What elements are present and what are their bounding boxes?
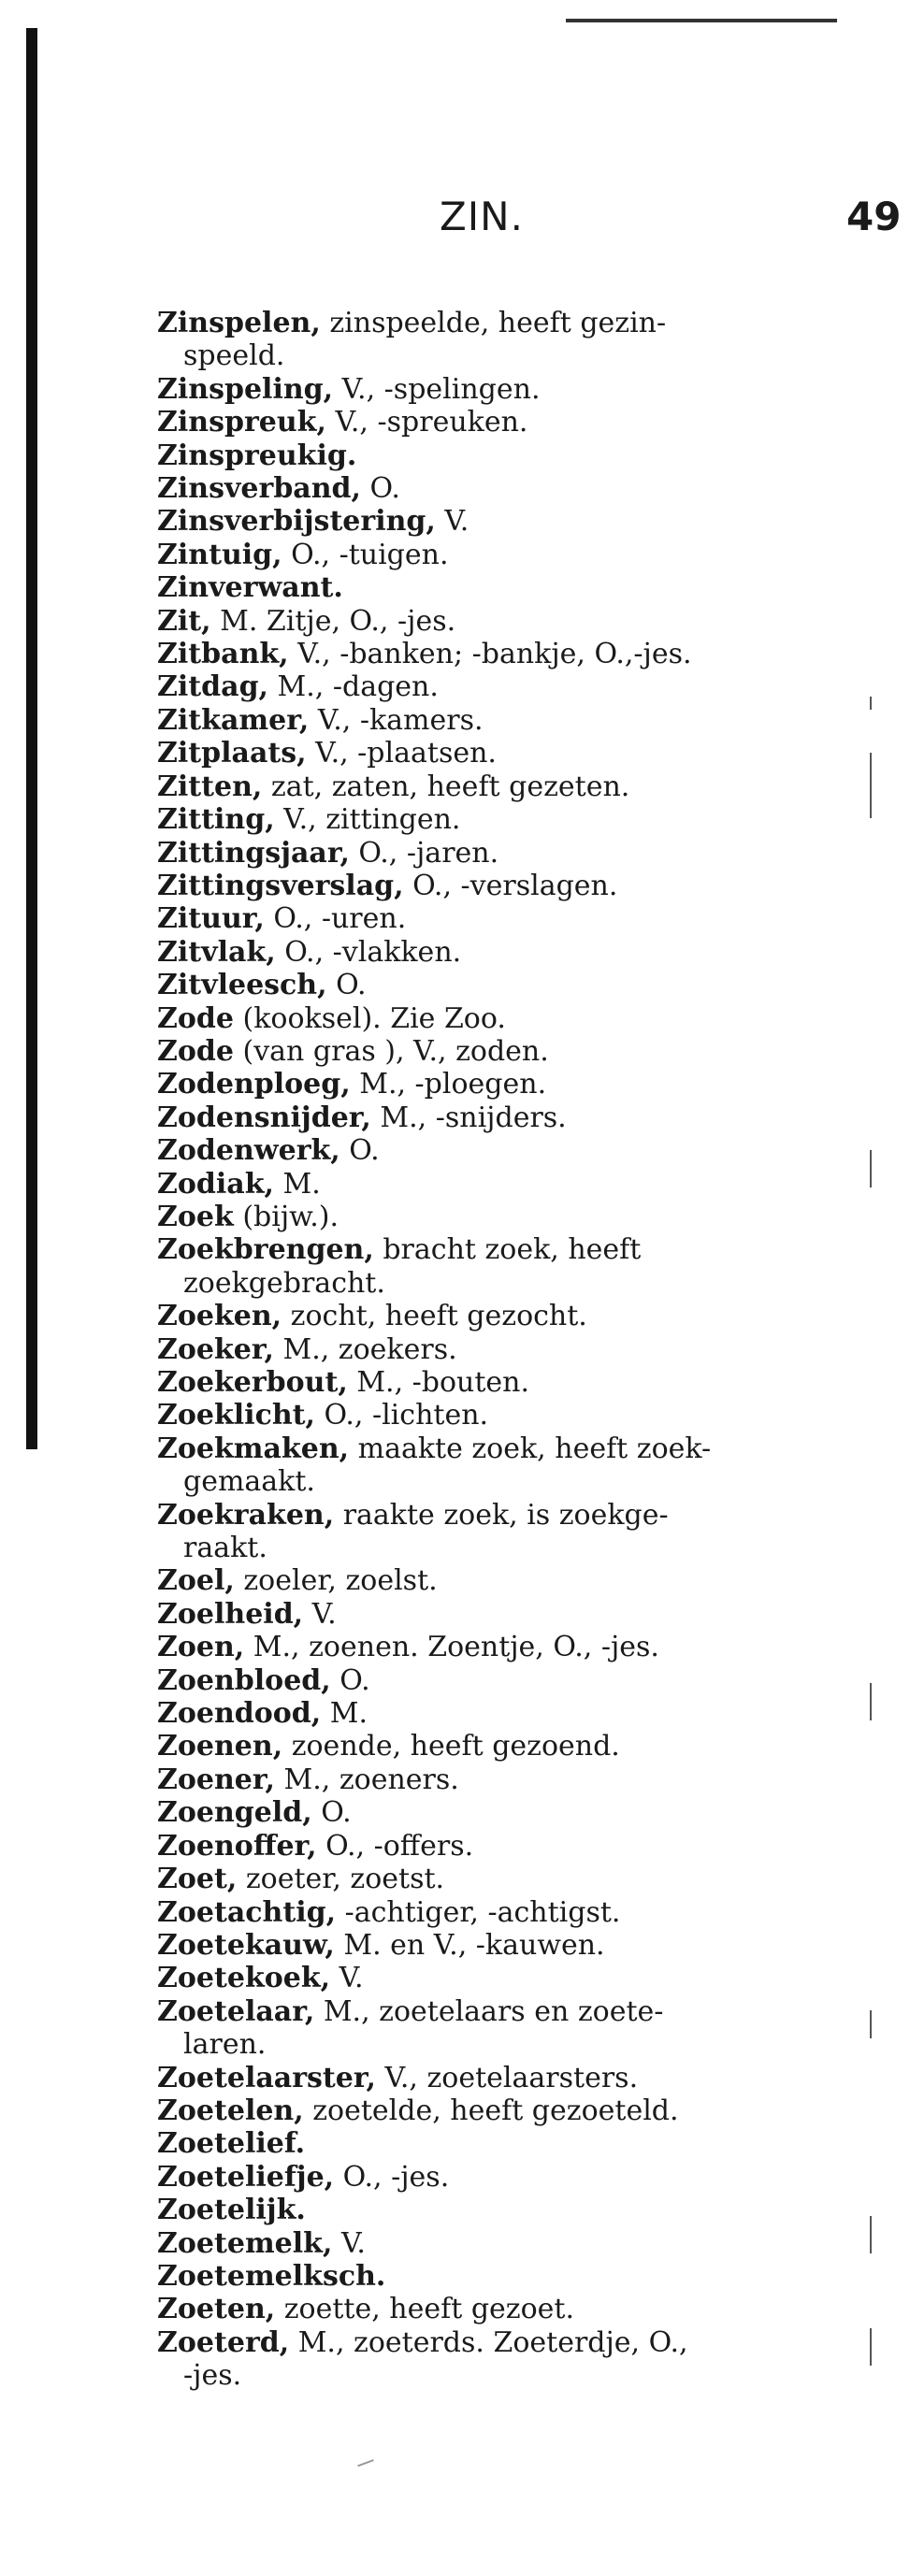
entry-definition: O.	[339, 1134, 380, 1168]
entry-definition: O.	[330, 1663, 370, 1697]
entry-headword: Zodensnijder,	[157, 1101, 371, 1134]
entry-headword: Zoek	[157, 1200, 234, 1233]
dictionary-entry	[157, 1035, 838, 1068]
dictionary-entry	[157, 803, 838, 836]
entry-headword: Zintuig,	[157, 538, 282, 571]
dictionary-entry	[157, 1763, 838, 1796]
entry-headword: Zode	[157, 1001, 234, 1035]
dictionary-entry	[157, 1631, 838, 1663]
dictionary-entry	[157, 1233, 838, 1300]
dictionary-entry	[157, 2194, 838, 2226]
dictionary-entry	[157, 1333, 838, 1366]
entry-continuation: zoekgebracht.	[183, 1266, 385, 1300]
dictionary-entry	[157, 1697, 838, 1730]
dictionary-entry	[157, 307, 838, 373]
dictionary-entry	[157, 1664, 838, 1697]
entry-continuation: raakt.	[183, 1532, 267, 1565]
entry-definition: zoeter, zoetst.	[237, 1863, 445, 1896]
entry-headword: Zittingsverslag,	[157, 869, 404, 902]
entry-headword: Zoetachtig,	[157, 1895, 337, 1929]
entry-headword: Zitplaats,	[157, 737, 307, 770]
page-title: ZIN.	[440, 194, 524, 239]
dictionary-entry	[157, 1730, 838, 1763]
entry-definition: (van gras ), V., zoden.	[233, 1034, 549, 1068]
dictionary-entry	[157, 837, 838, 870]
entry-definition: O., -verslagen.	[403, 869, 618, 902]
margin-mark	[870, 1150, 872, 1187]
entry-headword: Zoekraken,	[157, 1498, 335, 1532]
entry-definition: M.	[321, 1697, 368, 1731]
entry-definition: O., -lichten.	[314, 1399, 489, 1432]
entry-headword: Zodenwerk,	[157, 1134, 340, 1168]
entry-continuation: speeld.	[183, 339, 285, 373]
entry-definition: M., -bouten.	[347, 1366, 530, 1399]
dictionary-entry	[157, 1499, 838, 1565]
entry-headword: Zoetelen,	[157, 2094, 304, 2127]
entry-headword: Zoener,	[157, 1763, 275, 1796]
entry-definition: O., -tuigen.	[282, 538, 449, 571]
dictionary-entry	[157, 704, 838, 737]
entry-headword: Zoenbloed,	[157, 1663, 331, 1697]
entry-headword: Zitting,	[157, 803, 275, 837]
entry-headword: Zoekerbout,	[157, 1366, 348, 1399]
dictionary-entry	[157, 1366, 838, 1399]
entry-headword: Zinspreuk,	[157, 406, 326, 439]
entry-headword: Zoeken,	[157, 1300, 282, 1333]
entry-headword: Zoen,	[157, 1631, 245, 1664]
entry-headword: Zoeten,	[157, 2293, 276, 2326]
entry-definition: M., -dagen.	[268, 670, 439, 704]
entry-headword: Zoetelijk.	[157, 2194, 306, 2227]
dictionary-entry	[157, 936, 838, 969]
entry-headword: Zoetekauw,	[157, 1928, 335, 1962]
entry-definition: V.	[435, 505, 469, 539]
entry-definition: -achtiger, -achtigst.	[336, 1895, 621, 1929]
entry-headword: Zoetelaar,	[157, 1994, 315, 2028]
dictionary-entry	[157, 1002, 838, 1035]
entry-headword: Zinsverbijstering,	[157, 505, 436, 539]
entry-headword: Zoelheid,	[157, 1597, 304, 1631]
entry-headword: Zoetekoek,	[157, 1962, 331, 1995]
entry-headword: Zitvlak,	[157, 935, 276, 969]
entry-continuation: -jes.	[183, 2359, 242, 2393]
entry-headword: Zinspeling,	[157, 372, 334, 406]
dictionary-entry	[157, 605, 838, 638]
dictionary-entry	[157, 2293, 838, 2325]
entry-headword: Zoetemelk,	[157, 2226, 333, 2260]
dictionary-entry	[157, 1962, 838, 1994]
dictionary-entry	[157, 2260, 838, 2293]
entry-headword: Zoenen,	[157, 1730, 283, 1763]
entry-headword: Zoeklicht,	[157, 1399, 315, 1432]
dictionary-entry	[157, 505, 838, 538]
dictionary-entry	[157, 1796, 838, 1829]
dictionary-entry	[157, 2094, 838, 2127]
entry-headword: Zodiak,	[157, 1167, 274, 1201]
dictionary-entry	[157, 1896, 838, 1929]
entry-definition: M., zoenen. Zoentje, O., -jes.	[244, 1631, 659, 1664]
entry-definition: V., zittingen.	[274, 803, 461, 837]
entry-headword: Zittingsjaar,	[157, 836, 350, 870]
entry-definition: M., zoeners.	[274, 1763, 459, 1796]
dictionary-entry	[157, 902, 838, 935]
margin-mark	[870, 2328, 872, 2366]
entry-headword: Zituur,	[157, 902, 265, 936]
dictionary-entry	[157, 539, 838, 571]
entry-headword: Zoetelief.	[157, 2127, 306, 2161]
entry-definition: zocht, heeft gezocht.	[282, 1300, 587, 1333]
dictionary-entry	[157, 472, 838, 505]
entry-definition: O., -vlakken.	[275, 935, 462, 969]
entry-definition: O., -jes.	[334, 2160, 450, 2194]
entry-headword: Zinspelen,	[157, 307, 321, 339]
entry-headword: Zit,	[157, 604, 211, 638]
entry-headword: Zinspreukig.	[157, 439, 357, 472]
entry-definition: bracht zoek, heeft	[373, 1233, 642, 1267]
dictionary-entry	[157, 2326, 838, 2393]
entry-headword: Zodenploeg,	[157, 1068, 351, 1101]
entry-headword: Zitten,	[157, 770, 263, 803]
entry-definition: V., -spelingen.	[333, 372, 541, 406]
dictionary-entry	[157, 1598, 838, 1631]
entry-definition: zoetelde, heeft gezoeteld.	[303, 2094, 679, 2127]
dictionary-entry	[157, 870, 838, 902]
entry-headword: Zoeker,	[157, 1332, 274, 1366]
dictionary-entry	[157, 406, 838, 439]
dictionary-entry	[157, 737, 838, 770]
entry-headword: Zode	[157, 1034, 234, 1068]
entry-definition: M. en V., -kauwen.	[334, 1928, 605, 1962]
dictionary-entry	[157, 1863, 838, 1895]
entry-definition: O., -offers.	[316, 1829, 474, 1863]
dictionary-entry	[157, 1101, 838, 1134]
entry-continuation: gemaakt.	[183, 1465, 315, 1499]
entry-definition: O.	[326, 969, 367, 1002]
entry-headword: Zoeterd,	[157, 2325, 290, 2359]
dictionary-entry	[157, 2062, 838, 2094]
entry-headword: Zinsverband,	[157, 472, 361, 506]
entry-definition: O., -jaren.	[349, 836, 499, 870]
entry-definition: M.	[273, 1167, 321, 1201]
entry-definition: (bijw.).	[233, 1200, 339, 1233]
entry-definition: zoette, heeft gezoet.	[275, 2293, 574, 2326]
dictionary-entry	[157, 571, 838, 604]
entry-headword: Zoekmaken,	[157, 1432, 350, 1465]
entry-headword: Zinverwant.	[157, 571, 343, 605]
entry-definition: V., -banken; -bankje, O.,-jes.	[288, 638, 692, 671]
entry-headword: Zitkamer,	[157, 703, 310, 737]
dictionary-entry	[157, 1830, 838, 1863]
entry-definition: M. Zitje, O., -jes.	[210, 604, 456, 638]
dictionary-entry	[157, 670, 838, 703]
entry-headword: Zitvleesch,	[157, 969, 327, 1002]
entry-headword: Zoet,	[157, 1863, 238, 1896]
ink-blot	[357, 2459, 376, 2472]
margin-mark	[870, 1683, 872, 1720]
dictionary-entry	[157, 1168, 838, 1201]
dictionary-entry	[157, 1995, 838, 2062]
entry-definition: zoende, heeft gezoend.	[282, 1730, 620, 1763]
margin-mark	[870, 2010, 872, 2038]
dictionary-entry	[157, 1399, 838, 1432]
top-rule	[566, 19, 837, 22]
entry-definition: V.	[332, 2226, 366, 2260]
entry-definition: V., -kamers.	[309, 703, 484, 737]
entry-definition: (kooksel). Zie Zoo.	[233, 1001, 506, 1035]
margin-mark	[870, 2216, 872, 2253]
entry-continuation: laren.	[183, 2028, 267, 2062]
entry-definition: zat, zaten, heeft gezeten.	[262, 770, 630, 803]
entry-headword: Zoendood,	[157, 1697, 322, 1731]
entry-headword: Zoeteliefje,	[157, 2160, 335, 2194]
dictionary-entry	[157, 1068, 838, 1101]
entry-definition: M., -snijders.	[370, 1101, 567, 1134]
entry-definition: zinspeelde, heeft gezin-	[320, 307, 667, 339]
entry-headword: Zoetelaarster,	[157, 2061, 376, 2094]
entry-headword: Zitbank,	[157, 638, 289, 671]
entry-definition: V.	[330, 1962, 364, 1995]
entry-definition: zoeler, zoelst.	[234, 1564, 438, 1598]
dictionary-entry	[157, 373, 838, 406]
dictionary-entry	[157, 1201, 838, 1233]
entry-definition: O.	[311, 1796, 352, 1830]
page-number: 49	[846, 194, 902, 239]
dictionary-entry	[157, 1134, 838, 1167]
entry-headword: Zoekbrengen,	[157, 1233, 374, 1267]
dictionary-entry	[157, 2161, 838, 2194]
entry-headword: Zoengeld,	[157, 1796, 312, 1830]
dictionary-entry	[157, 1300, 838, 1332]
entry-definition: V.	[303, 1597, 337, 1631]
dictionary-entry	[157, 638, 838, 670]
dictionary-entry	[157, 1432, 838, 1499]
entry-headword: Zoel,	[157, 1564, 235, 1598]
entry-definition: M., zoetelaars en zoete-	[314, 1994, 664, 2028]
dictionary-entry	[157, 2227, 838, 2260]
entry-definition: V., -plaatsen.	[306, 737, 497, 770]
dictionary-entry	[157, 969, 838, 1001]
margin-mark	[870, 753, 872, 818]
entry-definition: maakte zoek, heeft zoek-	[349, 1432, 712, 1465]
dictionary-entries	[157, 307, 838, 2393]
margin-mark	[870, 697, 872, 710]
page-header	[0, 194, 910, 250]
entry-headword: Zoetemelksch.	[157, 2259, 386, 2293]
dictionary-entry	[157, 1929, 838, 1962]
dictionary-entry	[157, 2127, 838, 2160]
entry-definition: M., zoekers.	[273, 1332, 457, 1366]
dictionary-entry	[157, 1564, 838, 1597]
entry-definition: M., zoeterds. Zoeterdje, O.,	[289, 2325, 688, 2359]
entry-definition: raakte zoek, is zoekge-	[334, 1498, 669, 1532]
dictionary-entry	[157, 770, 838, 803]
entry-definition: O., -uren.	[264, 902, 407, 936]
entry-headword: Zitdag,	[157, 670, 268, 704]
entry-definition: V., zoetelaarsters.	[375, 2061, 639, 2094]
entry-definition: V., -spreuken.	[325, 406, 528, 439]
entry-headword: Zoenoffer,	[157, 1829, 317, 1863]
dictionary-entry	[157, 439, 838, 472]
entry-definition: O.	[360, 472, 400, 506]
entry-definition: M., -ploegen.	[350, 1068, 547, 1101]
